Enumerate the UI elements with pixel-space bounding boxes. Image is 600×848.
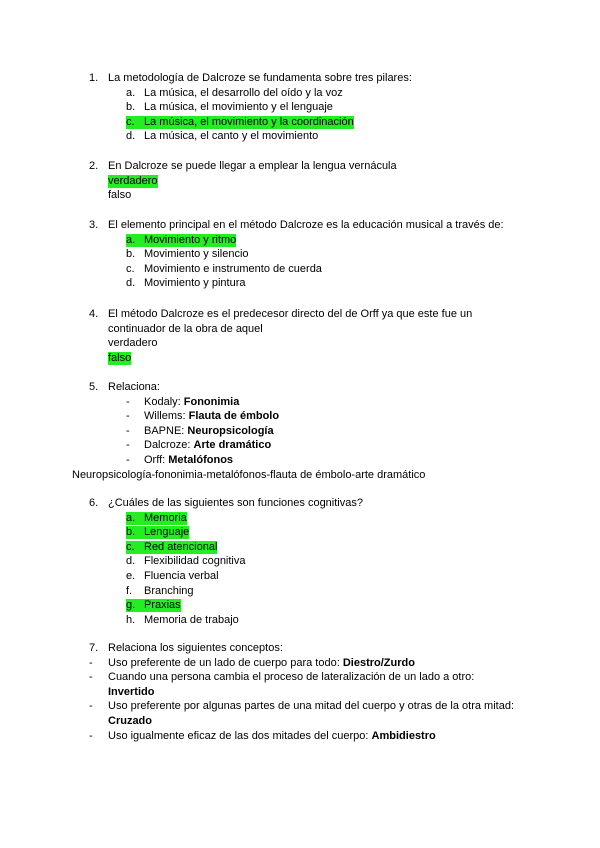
question-number: 7. — [89, 642, 99, 654]
question-number: 4. — [89, 308, 99, 320]
question-2 — [0, 160, 600, 173]
answer-row — [0, 189, 600, 202]
question-number: 6. — [89, 497, 99, 509]
concept-answer: Cruzado — [108, 715, 152, 727]
answer-option: verdadero — [108, 174, 158, 187]
match-row — [0, 425, 600, 438]
option-text: Movimiento y pintura — [144, 277, 246, 290]
option-text: Movimiento y silencio — [144, 248, 249, 261]
option-text: Movimiento y ritmo — [144, 233, 237, 246]
question-text: El elemento principal en el método Dalcroze es la educación musical a través de: — [108, 219, 504, 231]
match-pair — [144, 425, 274, 438]
option-text: Flexibilidad cognitiva — [144, 555, 246, 568]
option-text: La música, el movimiento y la coordinación — [144, 115, 354, 128]
question-text: El método Dalcroze es el predecesor directo del de Orff ya que este fue un — [108, 308, 473, 320]
concept-statement — [108, 657, 415, 670]
list-dash: - — [126, 395, 130, 408]
question-text: Relaciona los siguientes conceptos: — [108, 642, 283, 654]
option-letter: f. — [126, 584, 133, 597]
match-label: Kodaly: — [144, 395, 184, 408]
option-row — [0, 130, 600, 143]
concept-row — [0, 671, 600, 684]
option-letter: a. — [126, 512, 145, 525]
question-text: En Dalcroze se puede llegar a emplear la lengua vernácula — [108, 160, 397, 172]
match-answer: Neuropsicología — [187, 424, 274, 437]
concept-statement — [108, 730, 436, 743]
option-letter: e. — [126, 570, 136, 582]
option-row — [0, 512, 600, 525]
option-text: Branching — [144, 584, 194, 597]
option-letter: b. — [126, 101, 136, 114]
question-5 — [0, 381, 600, 394]
question-1 — [0, 72, 600, 85]
concept-text: Uso igualmente eficaz de las dos mitades del cuerpo: — [108, 729, 372, 742]
question-number: 3. — [89, 219, 99, 231]
answer-option: falso — [108, 189, 132, 202]
word-bank-row — [0, 469, 600, 482]
answer-row — [0, 175, 600, 188]
concept-statement — [108, 671, 474, 684]
question-number: 5. — [89, 381, 99, 393]
option-text: Movimiento e instrumento de cuerda — [144, 262, 322, 275]
question-text: Relaciona: — [108, 381, 160, 393]
option-text: Memoria — [144, 511, 187, 524]
list-dash: - — [89, 700, 93, 713]
match-pair — [144, 439, 271, 452]
list-dash: - — [126, 454, 130, 466]
option-row — [0, 234, 600, 247]
match-pair — [144, 396, 239, 409]
list-dash: - — [89, 729, 93, 742]
option-letter: c. — [126, 116, 145, 129]
question-text: ¿Cuáles de las siguientes son funciones cognitivas? — [108, 497, 363, 509]
option-text: La música, el canto y el movimiento — [144, 130, 319, 143]
match-answer: Flauta de émbolo — [188, 410, 280, 423]
option-row — [0, 614, 600, 627]
concept-row-continued — [0, 715, 600, 728]
option-text: Praxias — [144, 599, 181, 612]
match-label: Willems: — [144, 410, 189, 423]
list-dash: - — [126, 410, 130, 423]
match-row — [0, 454, 600, 467]
option-row — [0, 277, 600, 290]
question-6 — [0, 497, 600, 510]
option-letter: c. — [126, 541, 145, 554]
option-letter: d. — [126, 130, 136, 143]
answer-row — [0, 337, 600, 350]
option-row — [0, 599, 600, 612]
option-row — [0, 87, 600, 100]
option-letter: d. — [126, 277, 136, 290]
option-row — [0, 585, 600, 598]
match-row — [0, 396, 600, 409]
option-row — [0, 541, 600, 554]
concept-text: Uso preferente por algunas partes de una mitad del cuerpo y otras de la otra mitad: — [108, 700, 515, 713]
option-row — [0, 570, 600, 583]
list-dash: - — [126, 439, 130, 452]
match-label: Dalcroze: — [144, 439, 194, 452]
answer-row — [0, 352, 600, 365]
concept-row — [0, 730, 600, 743]
match-answer: Arte dramático — [193, 439, 272, 452]
concept-row-continued — [0, 686, 600, 699]
option-text: Fluencia verbal — [144, 570, 219, 582]
option-letter: c. — [126, 262, 135, 275]
option-text: Red atencional — [144, 540, 218, 553]
option-letter: d. — [126, 555, 136, 568]
question-number: 1. — [89, 72, 99, 84]
option-text: La música, el desarrollo del oído y la voz — [144, 86, 343, 99]
concept-text: Cuando una persona cambia el proceso de lateralización de un lado a otro: — [108, 671, 475, 684]
option-letter: a. — [126, 86, 136, 99]
concept-statement — [108, 700, 514, 713]
list-dash: - — [89, 656, 93, 669]
match-answer: Fononimia — [183, 395, 240, 408]
question-text-continued: continuador de la obra de aquel — [108, 322, 263, 335]
concept-row — [0, 700, 600, 713]
option-row — [0, 263, 600, 276]
question-4 — [0, 308, 600, 321]
question-3 — [0, 219, 600, 232]
option-letter: g. — [126, 599, 145, 612]
question-number: 2. — [89, 160, 99, 172]
match-label: Orff: — [144, 454, 169, 466]
option-letter: a. — [126, 234, 145, 247]
question-7 — [0, 642, 600, 655]
option-row — [0, 116, 600, 129]
option-letter: b. — [126, 526, 145, 539]
word-bank: Neuropsicología-fononimia-metalófonos-flauta de émbolo-arte dramático — [72, 468, 426, 481]
option-text: Lenguaje — [144, 526, 190, 539]
option-letter: b. — [126, 248, 136, 261]
list-dash: - — [89, 671, 93, 684]
option-letter: h. — [126, 613, 136, 626]
answer-option: verdadero — [108, 337, 158, 350]
match-row — [0, 410, 600, 423]
match-pair — [144, 410, 279, 423]
match-label: BAPNE: — [144, 424, 188, 437]
concept-text: Uso preferente de un lado de cuerpo para todo: — [108, 656, 343, 669]
question-text-line2 — [0, 323, 600, 336]
concept-answer: Ambidiestro — [371, 729, 436, 742]
option-row — [0, 555, 600, 568]
match-answer: Metalófonos — [168, 454, 234, 466]
concept-row — [0, 657, 600, 670]
option-text: Memoria de trabajo — [144, 613, 239, 626]
match-row — [0, 439, 600, 452]
match-pair — [144, 454, 233, 467]
list-dash: - — [126, 424, 130, 437]
concept-answer: Invertido — [108, 685, 155, 698]
option-row — [0, 526, 600, 539]
question-text: La metodología de Dalcroze se fundamenta sobre tres pilares: — [108, 72, 412, 84]
option-row — [0, 101, 600, 114]
answer-option: falso — [108, 351, 132, 364]
option-row — [0, 248, 600, 261]
option-text: La música, el movimiento y el lenguaje — [144, 101, 333, 114]
concept-answer: Diestro/Zurdo — [342, 656, 415, 669]
